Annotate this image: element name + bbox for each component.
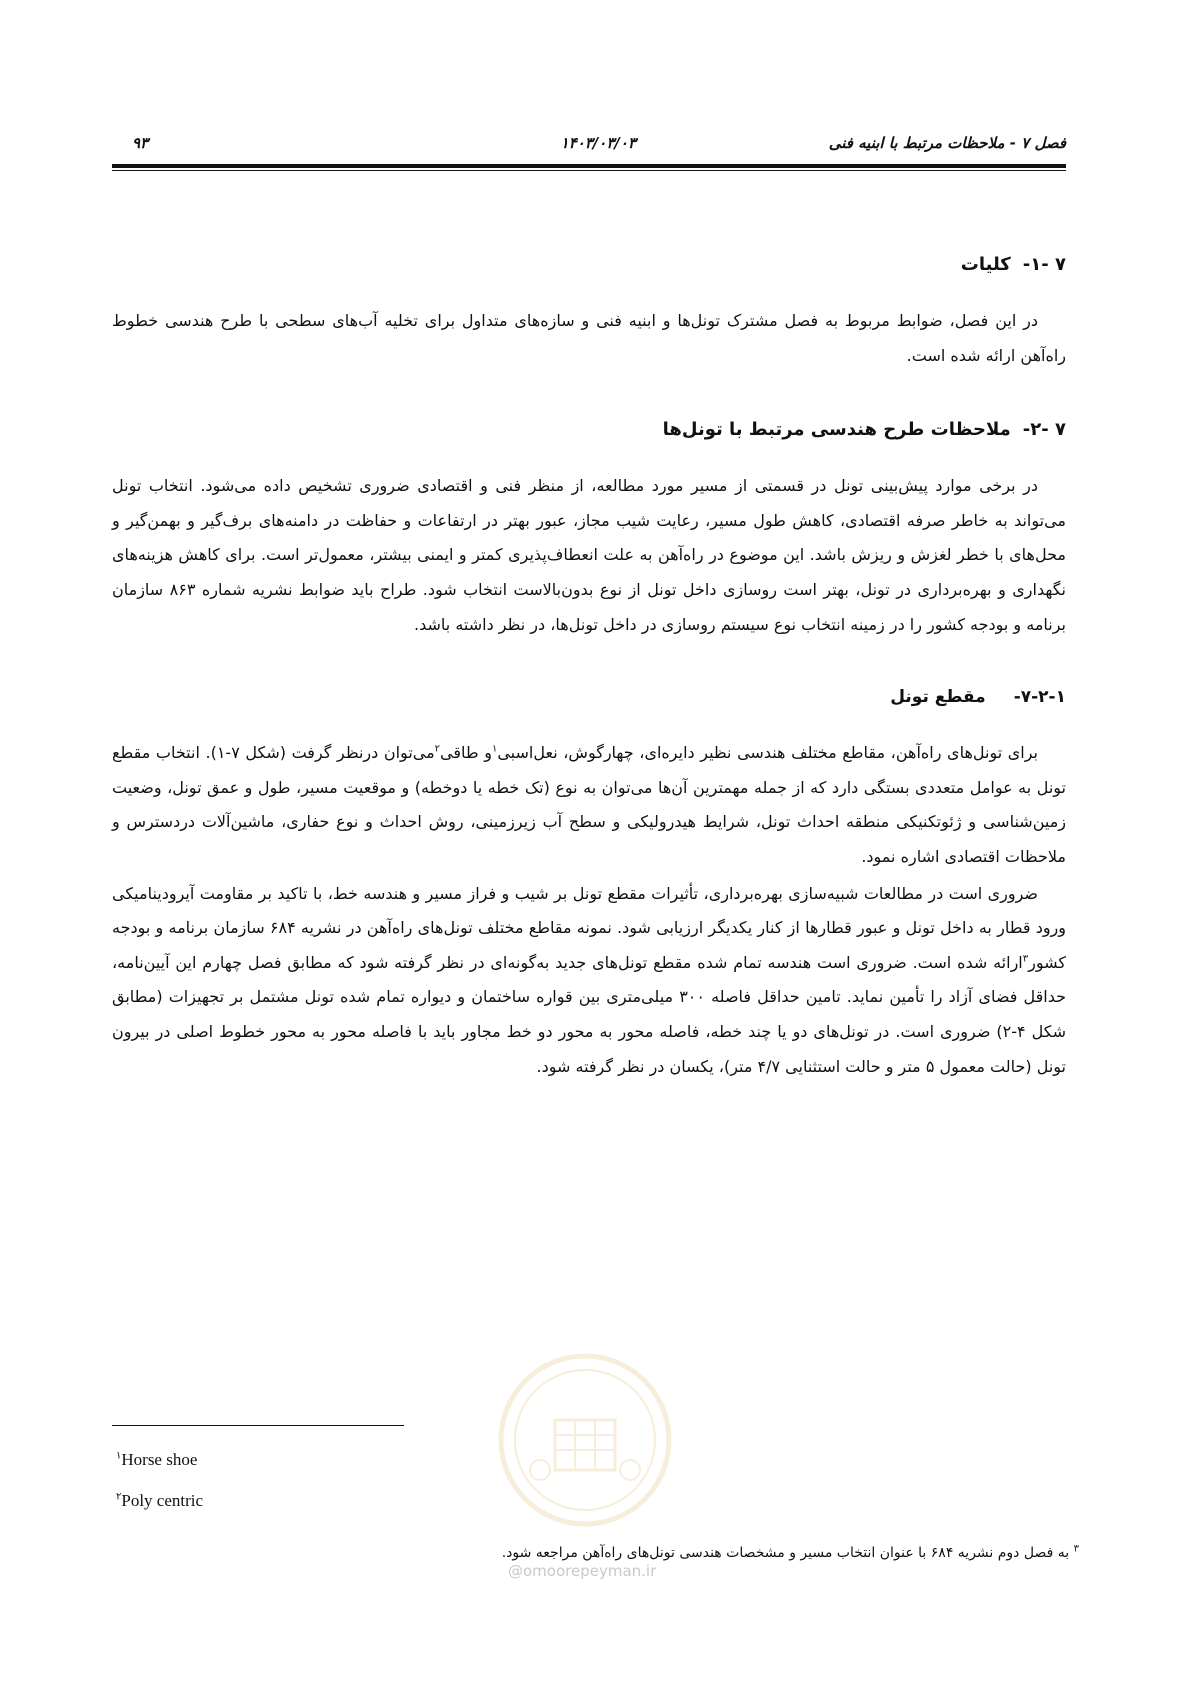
text-run: ضروری است در مطالعات شبیه‌سازی بهره‌برداری، تأثیرات مقطع تونل بر شیب و فراز مسیر و هندسه خط، با تاکید بر مقاومت آیرودینامیکی ورود قطار به داخل تونل و عبور قطارها از کنار یکدیگر ارزیابی شود. نمونه مقاطع مختلف تونل‌های راه‌آهن در نشریه ۶۸۴ سازمان برنامه و بودجه کشور (112, 883, 1067, 972)
section-title: مقطع تونل (890, 687, 986, 708)
footnote-1 (116, 1450, 197, 1470)
text-run: ارائه شده است. ضروری است هندسه تمام شده مقطع تونل‌های جدید به‌گونه‌ای در نظر گرفته شود که مطابق فصل چهارم این آیین‌نامه، حداقل فضای آزاد را تأمین نماید. تامین حداقل فاصله ۳۰۰ میلی‌متری بین قواره ساختمان و دیواره تمام شده تونل مشتمل بر تجهیزات (مطابق شکل ۴-۲) ضروری است. در تونل‌های دو یا چند خطه، فاصله محور به محور دو خط مجاور باید با فاصله محور به محور خطوط اصلی در بیرون تونل (حالت معمول ۵ متر و حالت استثنایی ۴/۷ متر)، یکسان در نظر گرفته شود. (112, 952, 1066, 1076)
footnote-3 (502, 1545, 1079, 1561)
footnote-2 (116, 1491, 203, 1511)
page-content (112, 250, 1066, 1084)
page-number: ۹۳ (132, 134, 149, 152)
header-rule-thin (112, 170, 1066, 171)
page-header (112, 130, 1066, 160)
footnote-rule (112, 1425, 404, 1426)
footnote-text: به فصل دوم نشریه ۶۸۴ با عنوان انتخاب مسیر و مشخصات هندسی تونل‌های راه‌آهن مراجعه شود. (501, 1545, 1070, 1561)
header-rule-thick (112, 164, 1066, 168)
footnote-text: Poly centric (121, 1491, 204, 1510)
subsection-heading-tunnel-section (112, 682, 1066, 712)
tunnel-section-paragraph-2 (112, 877, 1066, 1085)
section-title: کلیات (960, 254, 1011, 275)
tunnel-section-paragraph-1 (112, 736, 1066, 874)
section-heading-tunnels (112, 415, 1066, 445)
section-number: ۷-۲-۱- (1013, 687, 1066, 708)
header-date: ۱۴۰۳/۰۳/۰۳ (560, 134, 636, 152)
watermark-seal-icon (495, 1350, 675, 1530)
section-number: ۷ -۱- (1022, 254, 1066, 275)
section-title: ملاحظات طرح هندسی مرتبط با تونل‌ها (662, 419, 1011, 441)
general-paragraph: در این فصل، ضوابط مربوط به فصل مشترک تونل‌ها و ابنیه فنی و سازه‌های متداول برای تخلیه آب‌های سطحی با طرح هندسی خطوط راه‌آهن ارائه شده است. (112, 311, 1066, 365)
section-number: ۷ -۲- (1022, 419, 1066, 441)
watermark-site: @omoorepeyman.ir (508, 1562, 657, 1580)
tunnels-paragraph: در برخی موارد پیش‌بینی تونل در قسمتی از مسیر مورد مطالعه، از منظر فنی و اقتصادی ضروری تشخیص داده می‌شود. انتخاب تونل می‌تواند به خاطر صرفه اقتصادی، کاهش طول مسیر، رعایت شیب مجاز، عبور بهتر در ارتفاعات و حفاظت در دامنه‌های برف‌گیر و بهمن‌گیر و محل‌های با خطر لغزش و ریزش باشد. این موضوع در راه‌آهن به علت انعطاف‌پذیری کمتر و ایمنی بیشتر، معمول‌تر است. برای کاهش هزینه‌های نگهداری و بهره‌برداری در تونل، بهتر است روسازی داخل تونل از نوع بدون‌بالاست انتخاب شود. طراح باید ضوابط نشریه شماره ۸۶۳ سازمان برنامه و بودجه کشور را در زمینه انتخاب نوع سیستم روسازی در داخل تونل‌ها، در نظر داشته باشد. (112, 476, 1067, 634)
text-run: می‌توان درنظر گرفت (شکل ۷-۱). انتخاب مقطع تونل به عوامل متعددی بستگی دارد که از جمله مهمترین آن‌ها می‌توان به نوع (تک خطه یا دوخطه) و موقعیت مسیر، طول و عمق تونل، وضعیت زمین‌شناسی و ژئوتکنیکی منطقه احداث تونل، شرایط هیدرولیکی و سطح آب زیرزمینی، روش احداث و نوع حفاری، ماشین‌آلات دردسترس و ملاحظات اقتصادی اشاره نمود. (112, 743, 1066, 866)
footnote-mark: ۳ (1073, 1543, 1079, 1555)
text-run: و طاقی (440, 743, 492, 763)
section-heading-general (112, 250, 1066, 280)
chapter-title: فصل ۷ - ملاحظات مرتبط با ابنیه فنی (828, 134, 1066, 152)
footnote-text: Horse shoe (121, 1450, 198, 1469)
footnote-mark: ۱ (116, 1450, 122, 1462)
text-run: برای تونل‌های راه‌آهن، مقاطع مختلف هندسی نظیر دایره‌ای، چهارگوش، نعل‌اسبی (497, 743, 1039, 763)
footnote-ref-1[interactable]: ۱ (491, 743, 498, 755)
footnote-ref-2[interactable]: ۲ (434, 743, 441, 755)
footnote-ref-3[interactable]: ۳ (1022, 953, 1029, 965)
footnote-mark: ۲ (116, 1491, 122, 1503)
